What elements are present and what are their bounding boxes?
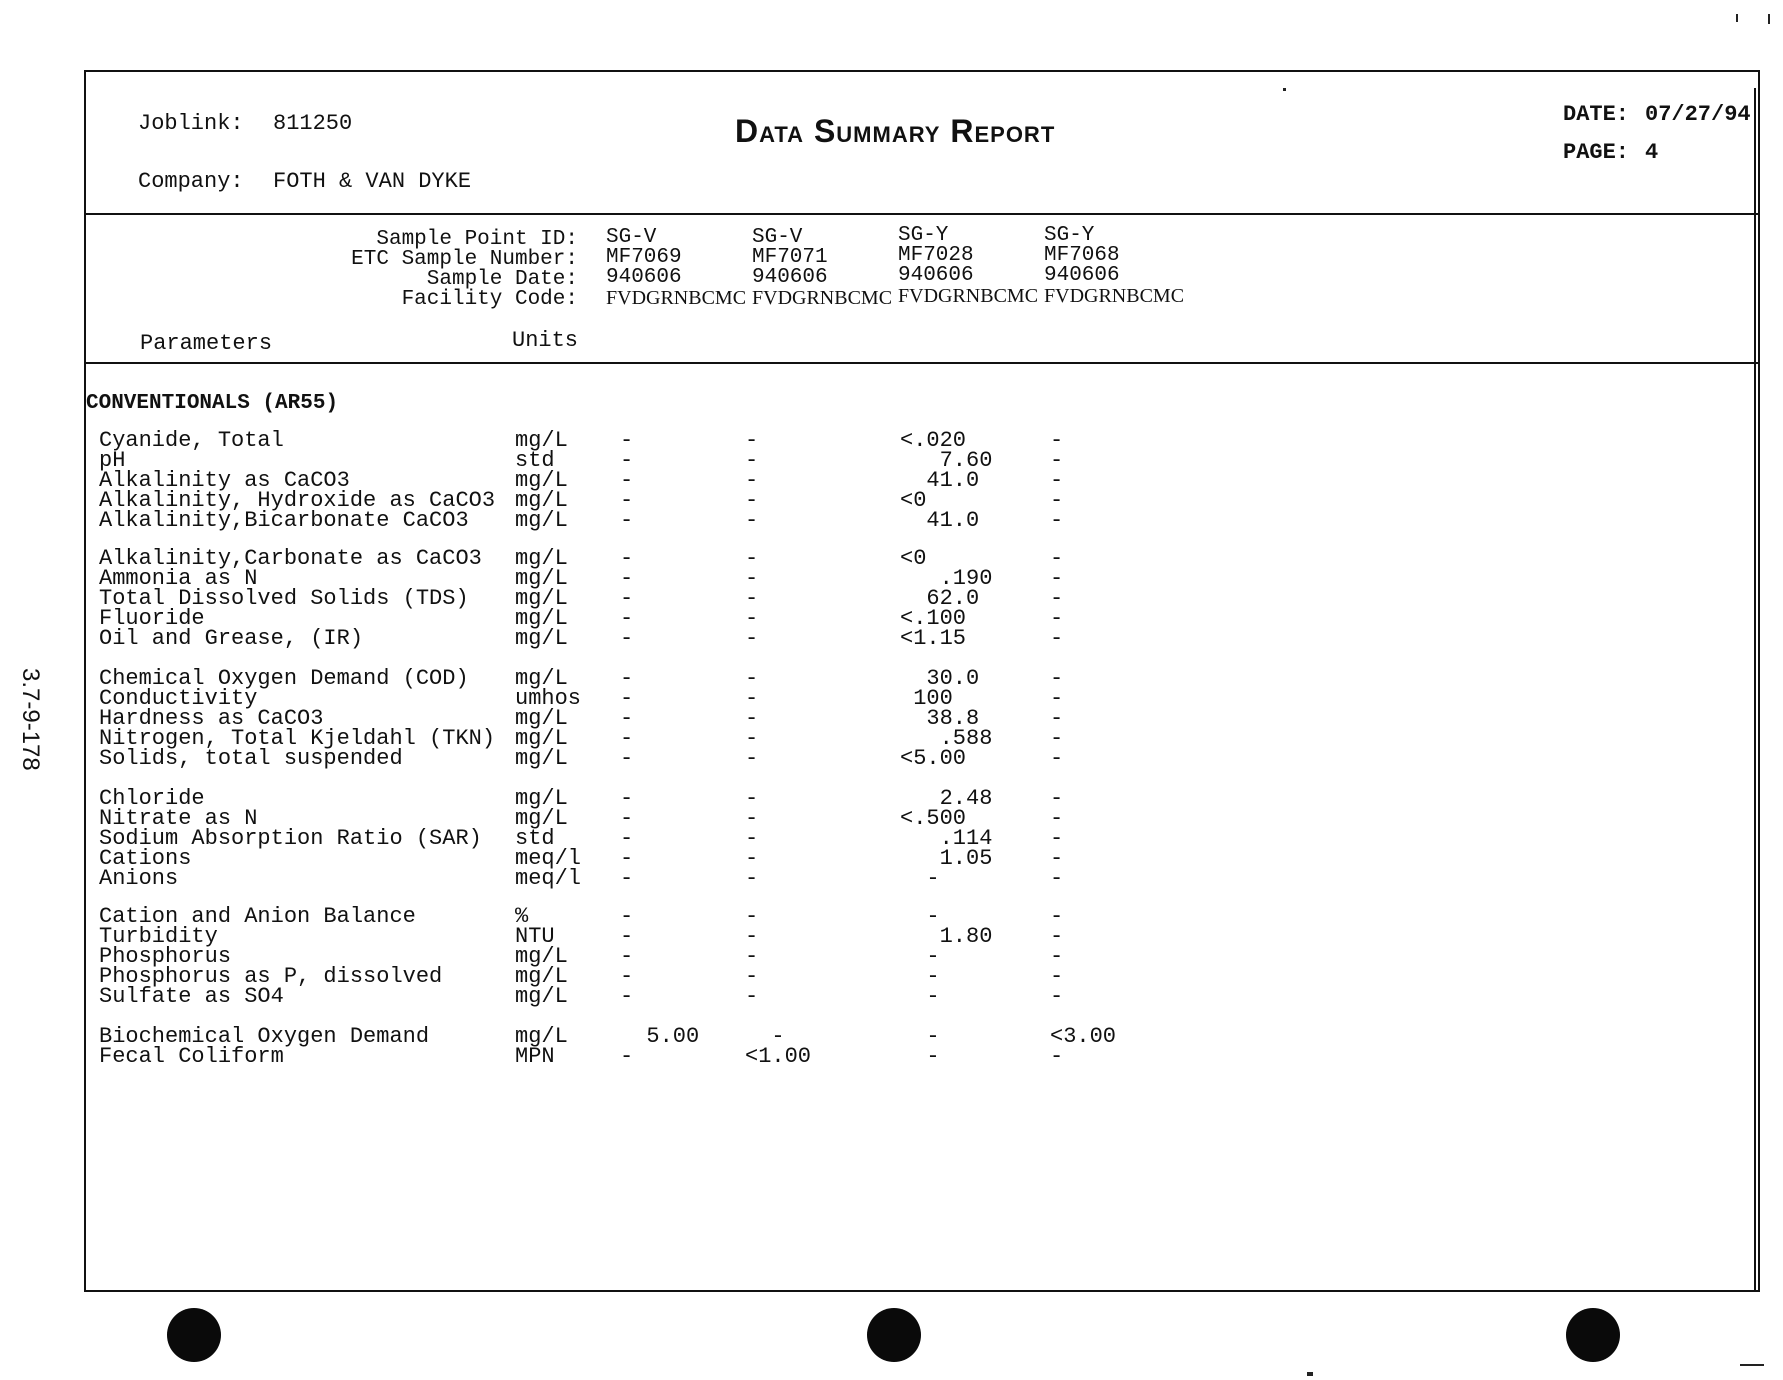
parameter-name: Oil and Grease, (IR) — [99, 626, 364, 651]
value-sample-1: - — [620, 706, 634, 731]
date-label: DATE: — [1563, 102, 1630, 127]
value-sample-4: - — [1050, 746, 1064, 771]
value-sample-1: - — [620, 606, 634, 631]
parameter-name: Alkalinity,Carbonate as CaCO3 — [99, 546, 482, 571]
sample-number: MF7068 — [1044, 244, 1120, 267]
parameter-name: Phosphorus — [99, 944, 232, 969]
unit: mg/L — [515, 1024, 568, 1049]
parameter-name: Cations — [99, 846, 192, 871]
unit: mg/L — [515, 726, 568, 751]
parameter-name: Conductivity — [99, 686, 258, 711]
value-sample-2: - — [745, 626, 759, 651]
unit: mg/L — [515, 666, 568, 691]
value-sample-1: - — [620, 566, 634, 591]
value-sample-2: - — [745, 944, 759, 969]
parameter-name: Nitrate as N — [99, 806, 258, 831]
value-sample-1: - — [620, 786, 634, 811]
value-sample-2: - — [745, 866, 759, 891]
value-sample-1: - — [620, 866, 634, 891]
value-sample-2: - — [745, 786, 759, 811]
value-sample-4: - — [1050, 586, 1064, 611]
value-sample-2: - — [745, 984, 759, 1009]
sample-number: MF7069 — [606, 246, 682, 269]
sample-date: 940606 — [1044, 264, 1120, 287]
scan-speck — [1307, 1372, 1313, 1376]
table-row — [0, 428, 1783, 453]
table-row — [0, 468, 1783, 493]
value-sample-2: - — [745, 508, 759, 533]
value-sample-3: 100 — [900, 686, 953, 711]
value-sample-4: - — [1050, 726, 1064, 751]
joblink-label: Joblink: — [138, 111, 244, 136]
unit: meq/l — [515, 846, 582, 871]
table-row — [0, 826, 1783, 851]
value-sample-2: - — [745, 806, 759, 831]
value-sample-2: - — [745, 924, 759, 949]
table-row — [0, 508, 1783, 533]
value-sample-1: - — [620, 944, 634, 969]
value-sample-4: - — [1050, 786, 1064, 811]
unit: std — [515, 448, 555, 473]
value-sample-4: - — [1050, 944, 1064, 969]
value-sample-1: 5.00 — [620, 1024, 700, 1049]
parameter-name: Alkalinity,Bicarbonate CaCO3 — [99, 508, 469, 533]
value-sample-4: - — [1050, 686, 1064, 711]
table-row — [0, 944, 1783, 969]
unit: mg/L — [515, 468, 568, 493]
value-sample-3: 1.80 — [900, 924, 993, 949]
parameter-name: Hardness as CaCO3 — [99, 706, 324, 731]
parameter-name: Sodium Absorption Ratio (SAR) — [99, 826, 482, 851]
value-sample-3: 30.0 — [900, 666, 980, 691]
parameter-name: Cyanide, Total — [99, 428, 284, 453]
table-row — [0, 964, 1783, 989]
unit: meq/l — [515, 866, 582, 891]
value-sample-2: - — [745, 586, 759, 611]
value-sample-2: - — [745, 904, 759, 929]
unit: % — [515, 904, 529, 929]
parameter-name: pH — [99, 448, 126, 473]
parameter-name: Alkalinity as CaCO3 — [99, 468, 350, 493]
value-sample-4: - — [1050, 924, 1064, 949]
value-sample-2: - — [745, 686, 759, 711]
value-sample-2: - — [745, 488, 759, 513]
value-sample-3: <0 — [900, 546, 927, 571]
binder-hole — [1566, 1308, 1620, 1362]
table-row — [0, 746, 1783, 771]
value-sample-3: 38.8 — [900, 706, 980, 731]
value-sample-1: - — [620, 626, 634, 651]
table-row — [0, 626, 1783, 651]
parameter-name: Solids, total suspended — [99, 746, 403, 771]
value-sample-2: <1.00 — [745, 1044, 812, 1069]
value-sample-3: <5.00 — [900, 746, 967, 771]
page-label: PAGE: — [1563, 140, 1630, 165]
value-sample-3: 2.48 — [900, 786, 993, 811]
value-sample-2: - — [745, 746, 759, 771]
sample-date: 940606 — [898, 264, 974, 287]
parameter-name: Biochemical Oxygen Demand — [99, 1024, 430, 1049]
point-id: SG-V — [752, 226, 803, 249]
point-id: SG-Y — [898, 224, 949, 247]
value-sample-3: .588 — [900, 726, 993, 751]
date-value: 07/27/94 — [1645, 102, 1751, 127]
table-row — [0, 566, 1783, 591]
table-row — [0, 846, 1783, 871]
table-row — [0, 546, 1783, 571]
unit: mg/L — [515, 546, 568, 571]
table-row — [0, 1044, 1783, 1069]
value-sample-1: - — [620, 586, 634, 611]
value-sample-2: - — [745, 468, 759, 493]
parameter-name: Sulfate as SO4 — [99, 984, 284, 1009]
value-sample-4: - — [1050, 546, 1064, 571]
value-sample-4: - — [1050, 706, 1064, 731]
etc-sample-number-label: ETC Sample Number: — [351, 248, 578, 271]
table-row — [0, 866, 1783, 891]
value-sample-4: - — [1050, 984, 1064, 1009]
value-sample-4: - — [1050, 428, 1064, 453]
sample-date-label: Sample Date: — [426, 268, 578, 291]
value-sample-4: - — [1050, 846, 1064, 871]
value-sample-1: - — [620, 468, 634, 493]
value-sample-3: <.500 — [900, 806, 967, 831]
parameter-name: Anions — [99, 866, 179, 891]
value-sample-1: - — [620, 488, 634, 513]
value-sample-1: - — [620, 806, 634, 831]
value-sample-4: - — [1050, 508, 1064, 533]
parameter-name: Fecal Coliform — [99, 1044, 284, 1069]
parameter-name: Phosphorus as P, dissolved — [99, 964, 443, 989]
value-sample-4: - — [1050, 626, 1064, 651]
scan-speck — [1740, 1364, 1764, 1366]
parameter-name: Nitrogen, Total Kjeldahl (TKN) — [99, 726, 496, 751]
sample-number: MF7028 — [898, 244, 974, 267]
parameter-name: Chemical Oxygen Demand (COD) — [99, 666, 469, 691]
unit: mg/L — [515, 964, 568, 989]
value-sample-2: - — [745, 964, 759, 989]
scan-speck — [1283, 88, 1286, 91]
facility-code: FVDGRNBCMC — [1044, 285, 1185, 307]
sample-number: MF7071 — [752, 246, 828, 269]
sample-date: 940606 — [606, 266, 682, 289]
joblink-value: 811250 — [273, 111, 353, 136]
value-sample-3: - — [900, 904, 940, 929]
value-sample-2: - — [745, 826, 759, 851]
binder-hole — [867, 1308, 921, 1362]
unit: std — [515, 826, 555, 851]
unit: MPN — [515, 1044, 555, 1069]
value-sample-2: - — [745, 1024, 785, 1049]
header-divider — [86, 213, 1759, 215]
value-sample-3: 41.0 — [900, 508, 980, 533]
value-sample-1: - — [620, 726, 634, 751]
facility-code: FVDGRNBCMC — [898, 285, 1039, 307]
unit: umhos — [515, 686, 582, 711]
table-row — [0, 488, 1783, 513]
table-row — [0, 904, 1783, 929]
unit: mg/L — [515, 706, 568, 731]
value-sample-4: - — [1050, 806, 1064, 831]
sample-point-id-label: Sample Point ID: — [376, 228, 578, 251]
value-sample-4: - — [1050, 666, 1064, 691]
value-sample-1: - — [620, 666, 634, 691]
sample-column-2 — [752, 228, 892, 308]
table-row — [0, 686, 1783, 711]
column-header-divider — [86, 362, 1759, 364]
value-sample-1: - — [620, 448, 634, 473]
report-title: Data Summary Report — [735, 113, 1056, 149]
value-sample-1: - — [620, 924, 634, 949]
binder-hole — [167, 1308, 221, 1362]
value-sample-4: <3.00 — [1050, 1024, 1117, 1049]
value-sample-2: - — [745, 566, 759, 591]
sample-column-1 — [606, 228, 746, 308]
value-sample-3: 7.60 — [900, 448, 993, 473]
facility-code-label: Facility Code: — [401, 288, 578, 311]
value-sample-4: - — [1050, 488, 1064, 513]
value-sample-4: - — [1050, 606, 1064, 631]
facility-code: FVDGRNBCMC — [606, 287, 747, 309]
value-sample-2: - — [745, 726, 759, 751]
sample-header-labels — [300, 230, 578, 310]
parameter-name: Fluoride — [99, 606, 205, 631]
value-sample-2: - — [745, 606, 759, 631]
value-sample-1: - — [620, 984, 634, 1009]
value-sample-3: <.020 — [900, 428, 967, 453]
unit: mg/L — [515, 626, 568, 651]
value-sample-1: - — [620, 904, 634, 929]
value-sample-4: - — [1050, 904, 1064, 929]
side-stamp: 3.7-9-178 — [17, 668, 44, 771]
parameter-name: Cation and Anion Balance — [99, 904, 416, 929]
value-sample-1: - — [620, 546, 634, 571]
unit: mg/L — [515, 566, 568, 591]
value-sample-4: - — [1050, 468, 1064, 493]
parameter-name: Turbidity — [99, 924, 218, 949]
parameter-name: Chloride — [99, 786, 205, 811]
point-id: SG-V — [606, 226, 657, 249]
sample-column-3 — [898, 226, 1038, 306]
value-sample-4: - — [1050, 1044, 1064, 1069]
value-sample-2: - — [745, 428, 759, 453]
value-sample-3: - — [900, 1024, 940, 1049]
value-sample-1: - — [620, 1044, 634, 1069]
value-sample-4: - — [1050, 448, 1064, 473]
table-row — [0, 786, 1783, 811]
value-sample-3: .190 — [900, 566, 993, 591]
value-sample-1: - — [620, 826, 634, 851]
value-sample-1: - — [620, 746, 634, 771]
parameter-name: Alkalinity, Hydroxide as CaCO3 — [99, 488, 496, 513]
facility-code: FVDGRNBCMC — [752, 287, 893, 309]
value-sample-3: <.100 — [900, 606, 967, 631]
unit: mg/L — [515, 944, 568, 969]
unit: mg/L — [515, 508, 568, 533]
value-sample-2: - — [745, 546, 759, 571]
value-sample-3: 62.0 — [900, 586, 980, 611]
company-label: Company: — [138, 169, 244, 194]
value-sample-4: - — [1050, 866, 1064, 891]
unit: NTU — [515, 924, 555, 949]
value-sample-2: - — [745, 448, 759, 473]
point-id: SG-Y — [1044, 224, 1095, 247]
unit: mg/L — [515, 428, 568, 453]
value-sample-3: 1.05 — [900, 846, 993, 871]
value-sample-1: - — [620, 508, 634, 533]
value-sample-2: - — [745, 666, 759, 691]
value-sample-3: - — [900, 964, 940, 989]
unit: mg/L — [515, 586, 568, 611]
value-sample-1: - — [620, 964, 634, 989]
sample-date: 940606 — [752, 266, 828, 289]
value-sample-1: - — [620, 428, 634, 453]
value-sample-2: - — [745, 706, 759, 731]
company-value: FOTH & VAN DYKE — [273, 169, 472, 194]
value-sample-3: - — [900, 866, 940, 891]
value-sample-3: - — [900, 944, 940, 969]
unit: mg/L — [515, 806, 568, 831]
value-sample-1: - — [620, 846, 634, 871]
value-sample-2: - — [745, 846, 759, 871]
units-column-header: Units — [512, 328, 579, 353]
unit: mg/L — [515, 786, 568, 811]
value-sample-1: - — [620, 686, 634, 711]
value-sample-3: 41.0 — [900, 468, 980, 493]
table-row — [0, 606, 1783, 631]
table-row — [0, 666, 1783, 691]
table-row — [0, 726, 1783, 751]
table-row — [0, 706, 1783, 731]
scan-speck — [1768, 14, 1770, 24]
unit: mg/L — [515, 746, 568, 771]
parameters-column-header: Parameters — [140, 331, 273, 356]
table-row — [0, 806, 1783, 831]
value-sample-3: - — [900, 984, 940, 1009]
table-row — [0, 586, 1783, 611]
value-sample-3: <0 — [900, 488, 927, 513]
table-row — [0, 924, 1783, 949]
table-row — [0, 448, 1783, 473]
unit: mg/L — [515, 606, 568, 631]
value-sample-3: .114 — [900, 826, 993, 851]
value-sample-4: - — [1050, 566, 1064, 591]
value-sample-4: - — [1050, 964, 1064, 989]
scan-speck — [1736, 14, 1738, 22]
value-sample-3: <1.15 — [900, 626, 967, 651]
section-title: CONVENTIONALS (AR55) — [86, 392, 339, 415]
table-row — [0, 984, 1783, 1009]
unit: mg/L — [515, 488, 568, 513]
parameter-name: Total Dissolved Solids (TDS) — [99, 586, 469, 611]
page-value: 4 — [1645, 140, 1659, 165]
value-sample-4: - — [1050, 826, 1064, 851]
sample-column-4 — [1044, 226, 1184, 306]
table-row — [0, 1024, 1783, 1049]
value-sample-3: - — [900, 1044, 940, 1069]
parameter-name: Ammonia as N — [99, 566, 258, 591]
unit: mg/L — [515, 984, 568, 1009]
